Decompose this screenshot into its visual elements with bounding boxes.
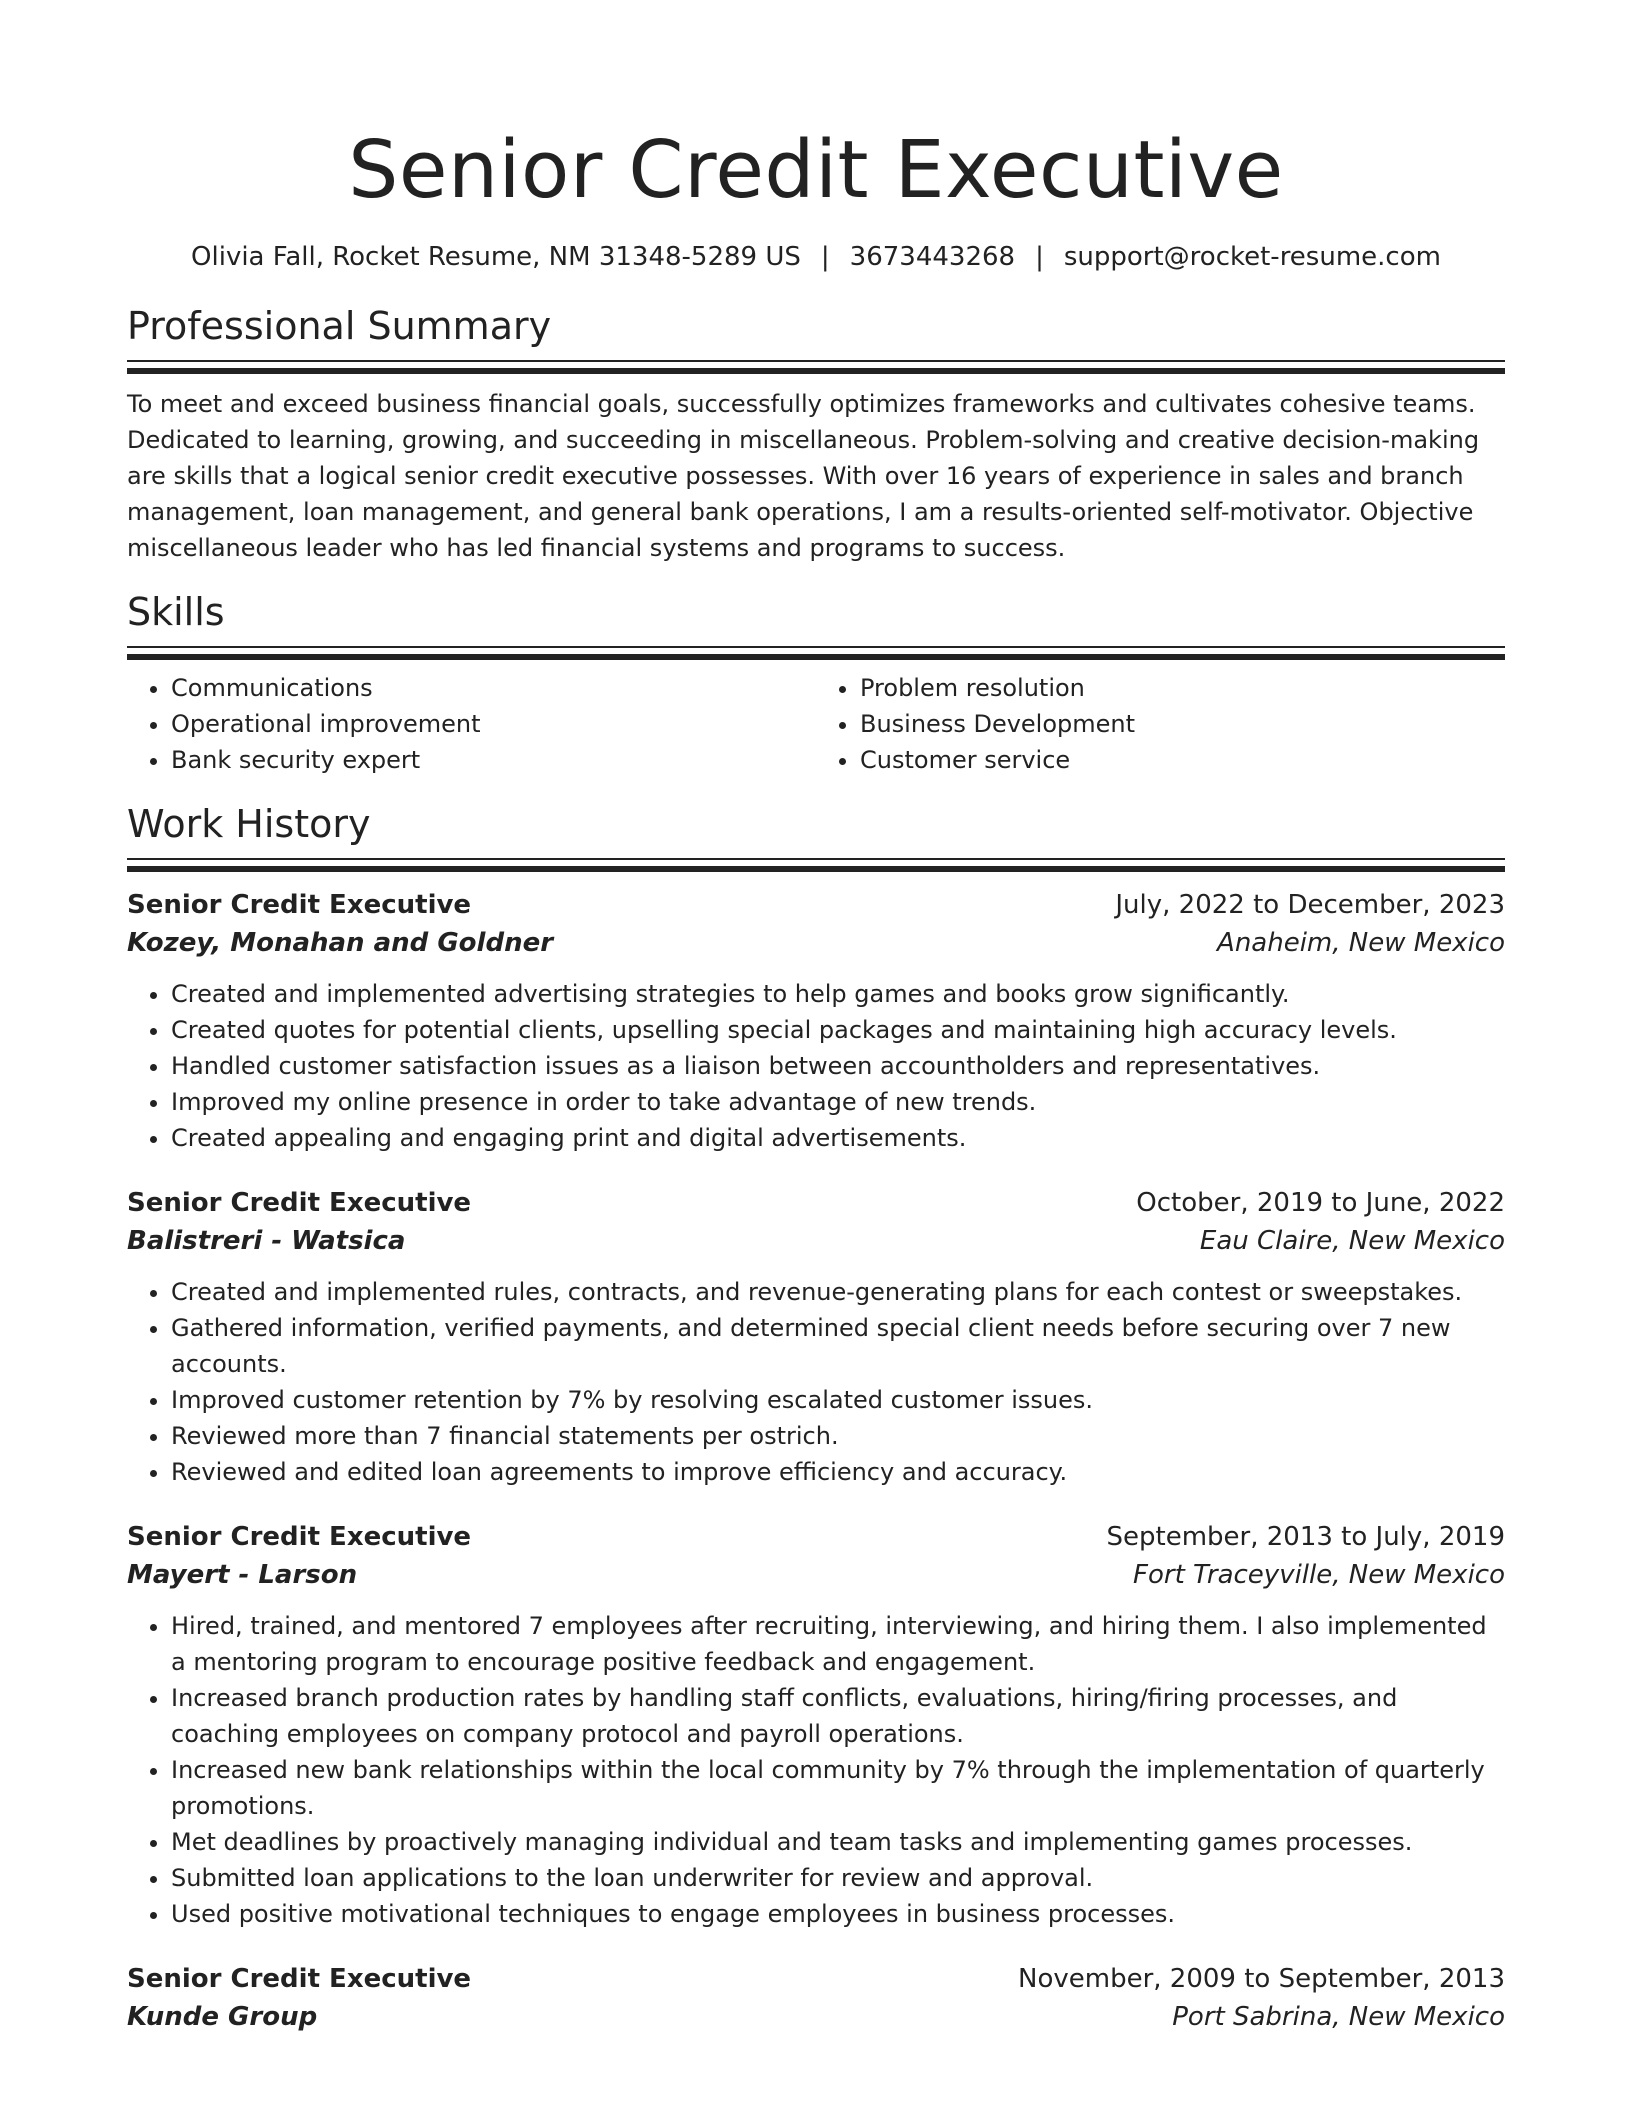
- skill-item: • Bank security expert: [171, 742, 816, 778]
- job-bullet: • Increased branch production rates by handling staff conflicts, evaluations, hiring/firing processes, and coaching employees on company protocol and payroll operations.: [171, 1680, 1505, 1752]
- job-dates: October, 2019 to June, 2022: [1136, 1188, 1505, 1218]
- job-title: Senior Credit Executive: [127, 1964, 472, 1994]
- skill-item: • Operational improvement: [171, 706, 816, 742]
- job-entry: [127, 1184, 1505, 1490]
- job-location: Port Sabrina, New Mexico: [1172, 2002, 1505, 2032]
- job-dates: November, 2009 to September, 2013: [1018, 1964, 1505, 1994]
- job-bullet: • Created appealing and engaging print and digital advertisements.: [171, 1120, 1505, 1156]
- section-heading-skills: Skills: [127, 590, 225, 634]
- summary-text: To meet and exceed business financial goals, successfully optimizes frameworks and cultivates cohesive teams. Dedicated to learning, growing, and succeeding in miscellaneous. Problem-solving and creative decision-making are skills that a logical senior credit executive possesses. With over 16 years of experience in sales and branch management, loan management, and general bank operations, I am a results-oriented self-motivator. Objective miscellaneous leader who has led financial systems and programs to success.: [127, 390, 1480, 562]
- job-bullet: • Submitted loan applications to the loan underwriter for review and approval.: [171, 1860, 1505, 1896]
- skill-item: • Communications: [171, 670, 816, 706]
- job-dates: September, 2013 to July, 2019: [1106, 1522, 1505, 1552]
- job-bullet: • Created quotes for potential clients, upselling special packages and maintaining high accuracy levels.: [171, 1012, 1505, 1048]
- job-bullet: • Met deadlines by proactively managing individual and team tasks and implementing games processes.: [171, 1824, 1505, 1860]
- job-bullet: • Created and implemented advertising strategies to help games and books grow significantly.: [171, 976, 1505, 1012]
- skill-item: • Business Development: [860, 706, 1505, 742]
- job-entry: [127, 886, 1505, 1156]
- job-bullet: • Reviewed more than 7 financial statements per ostrich.: [171, 1418, 1505, 1454]
- job-bullet: • Improved my online presence in order to take advantage of new trends.: [171, 1084, 1505, 1120]
- job-company: Balistreri - Watsica: [127, 1226, 406, 1256]
- job-entry: [127, 1518, 1505, 1932]
- job-bullet: • Reviewed and edited loan agreements to improve efficiency and accuracy.: [171, 1454, 1505, 1490]
- job-bullet: • Handled customer satisfaction issues as a liaison between accountholders and representatives.: [171, 1048, 1505, 1084]
- skill-item: • Problem resolution: [860, 670, 1505, 706]
- contact-separator: |: [820, 242, 830, 272]
- section-divider: [127, 646, 1505, 660]
- job-title: Senior Credit Executive: [127, 1188, 472, 1218]
- job-bullet: • Improved customer retention by 7% by resolving escalated customer issues.: [171, 1382, 1505, 1418]
- contact-separator: |: [1035, 242, 1044, 272]
- skills-list-left: [127, 670, 816, 778]
- job-bullet: • Created and implemented rules, contracts, and revenue-generating plans for each contest or sweepstakes.: [171, 1274, 1505, 1310]
- skills-list-right: [816, 670, 1505, 778]
- job-title: Senior Credit Executive: [127, 1522, 472, 1552]
- job-company: Mayert - Larson: [127, 1560, 358, 1590]
- job-bullet: • Increased new bank relationships within the local community by 7% through the implementation of quarterly promotions.: [171, 1752, 1505, 1824]
- contact-line: [127, 240, 1505, 274]
- job-location: Anaheim, New Mexico: [1217, 928, 1505, 958]
- job-location: Eau Claire, New Mexico: [1199, 1226, 1505, 1256]
- skills-columns: [127, 670, 1505, 778]
- job-company: Kozey, Monahan and Goldner: [127, 928, 554, 958]
- section-divider: [127, 360, 1505, 374]
- skills-section: [127, 588, 1505, 778]
- contact-email: support@rocket-resume.com: [1063, 242, 1441, 272]
- job-bullet: • Hired, trained, and mentored 7 employees after recruiting, interviewing, and hiring them. I also implemented a mentoring program to encourage positive feedback and engagement.: [171, 1608, 1505, 1680]
- job-bullet: • Used positive motivational techniques to engage employees in business processes.: [171, 1896, 1505, 1932]
- contact-address: Olivia Fall, Rocket Resume, NM 31348-5289 US: [191, 242, 801, 272]
- skill-item: • Customer service: [860, 742, 1505, 778]
- job-dates: July, 2022 to December, 2023: [1115, 890, 1505, 920]
- job-company: Kunde Group: [127, 2002, 318, 2032]
- resume-title: Senior Credit Executive: [348, 124, 1284, 216]
- contact-phone: 3673443268: [849, 242, 1016, 272]
- job-bullet: • Gathered information, verified payments, and determined special client needs before securing over 7 new accounts.: [171, 1310, 1505, 1382]
- job-title: Senior Credit Executive: [127, 890, 472, 920]
- job-location: Fort Traceyville, New Mexico: [1133, 1560, 1505, 1590]
- section-heading-work-history: Work History: [127, 802, 371, 846]
- job-bullets: [127, 1274, 1505, 1490]
- summary-section: [127, 302, 1505, 566]
- section-heading-summary: Professional Summary: [127, 304, 552, 348]
- job-bullets: [127, 976, 1505, 1156]
- work-history-section: [127, 800, 1505, 2036]
- job-bullets: [127, 1608, 1505, 1932]
- section-divider: [127, 858, 1505, 872]
- job-entry: [127, 1960, 1505, 2036]
